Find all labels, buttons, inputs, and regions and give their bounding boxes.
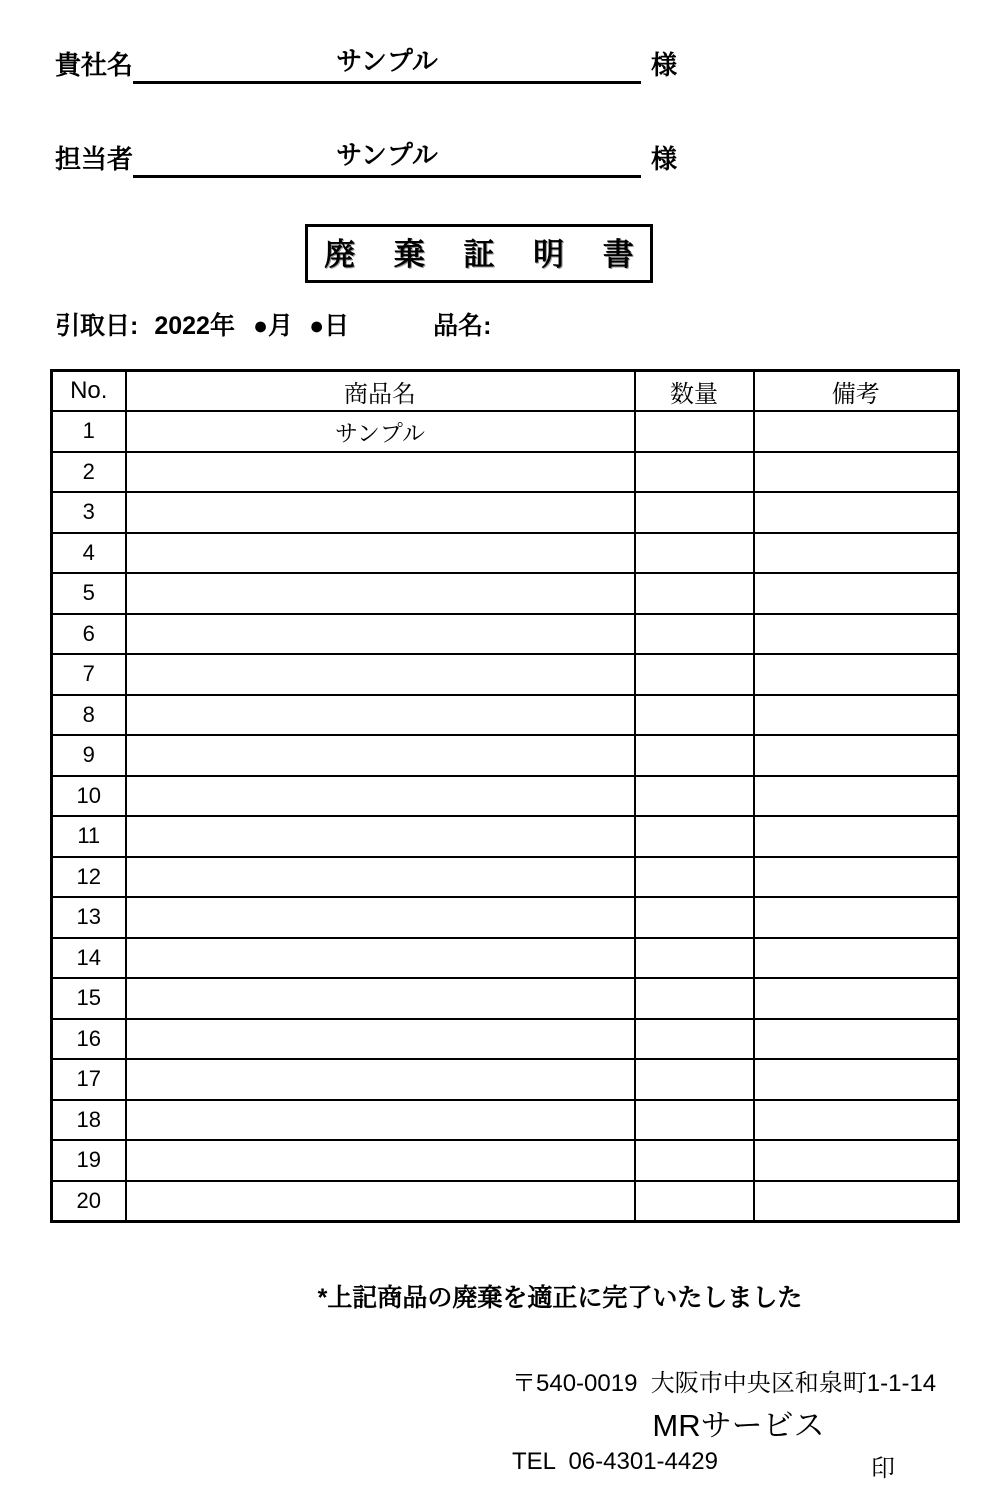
cell-note xyxy=(754,776,959,817)
issuer-tel: TEL 06-4301-4429 xyxy=(512,1447,718,1475)
table-row xyxy=(52,938,959,979)
cell-qty xyxy=(635,1181,754,1222)
cell-no: 17 xyxy=(52,1059,126,1100)
cell-qty xyxy=(635,533,754,574)
table-row xyxy=(52,533,959,574)
cell-qty xyxy=(635,1019,754,1060)
table-row xyxy=(52,492,959,533)
cell-note xyxy=(754,614,959,655)
cell-no: 6 xyxy=(52,614,126,655)
company-honorific: 様 xyxy=(650,50,677,80)
cell-qty xyxy=(635,857,754,898)
cell-note xyxy=(754,897,959,938)
cell-product xyxy=(126,573,635,614)
cell-product xyxy=(126,978,635,1019)
pickup-day: ●日 xyxy=(309,312,350,340)
cell-qty xyxy=(635,897,754,938)
table-row xyxy=(52,695,959,736)
cell-note xyxy=(754,735,959,776)
cell-no: 18 xyxy=(52,1100,126,1141)
cell-note xyxy=(754,654,959,695)
cell-product xyxy=(126,452,635,493)
cell-product xyxy=(126,492,635,533)
cell-product xyxy=(126,1019,635,1060)
issuer-address: 〒540-0019 大阪市中央区和泉町1-1-14 xyxy=(512,1369,937,1397)
cell-no: 7 xyxy=(52,654,126,695)
cell-no: 10 xyxy=(52,776,126,817)
pickup-date-label: 引取日: xyxy=(55,312,139,340)
cell-no: 8 xyxy=(52,695,126,736)
table-row xyxy=(52,776,959,817)
product-table xyxy=(50,369,960,1223)
cell-qty xyxy=(635,695,754,736)
cell-product xyxy=(126,614,635,655)
cell-note xyxy=(754,573,959,614)
cell-product xyxy=(126,735,635,776)
table-row xyxy=(52,735,959,776)
cell-no: 13 xyxy=(52,897,126,938)
cell-qty xyxy=(635,654,754,695)
cell-no: 20 xyxy=(52,1181,126,1222)
cell-product xyxy=(126,654,635,695)
cell-qty xyxy=(635,411,754,452)
cell-product xyxy=(126,897,635,938)
table-row xyxy=(52,573,959,614)
cell-note xyxy=(754,938,959,979)
cell-qty xyxy=(635,1059,754,1100)
table-row xyxy=(52,452,959,493)
cell-product: サンプル xyxy=(126,411,635,452)
cell-qty xyxy=(635,938,754,979)
table-row xyxy=(52,816,959,857)
cell-product xyxy=(126,695,635,736)
header-no: No. xyxy=(52,371,126,412)
cell-product xyxy=(126,533,635,574)
issuer-tel-line xyxy=(512,1448,965,1483)
cell-note xyxy=(754,978,959,1019)
cell-product xyxy=(126,938,635,979)
cell-note xyxy=(754,1019,959,1060)
header-product-name: 商品名 xyxy=(126,371,635,412)
cell-no: 5 xyxy=(52,573,126,614)
table-row xyxy=(52,978,959,1019)
cell-note xyxy=(754,411,959,452)
issuer-company-name: MRサービス xyxy=(652,1407,825,1443)
cell-no: 12 xyxy=(52,857,126,898)
cell-product xyxy=(126,816,635,857)
cell-no: 2 xyxy=(52,452,126,493)
table-header-row xyxy=(52,371,959,412)
cell-product xyxy=(126,776,635,817)
cell-qty xyxy=(635,452,754,493)
document-title: 廃 棄 証 明 書 xyxy=(305,224,652,283)
cell-qty xyxy=(635,1140,754,1181)
cell-note xyxy=(754,816,959,857)
cell-no: 11 xyxy=(52,816,126,857)
cell-no: 1 xyxy=(52,411,126,452)
header-remarks: 備考 xyxy=(754,371,959,412)
product-table-body xyxy=(52,411,959,1221)
contact-person-honorific: 様 xyxy=(650,144,677,174)
cell-qty xyxy=(635,978,754,1019)
cell-note xyxy=(754,695,959,736)
table-row xyxy=(52,1100,959,1141)
cell-no: 19 xyxy=(52,1140,126,1181)
cell-no: 15 xyxy=(52,978,126,1019)
table-row xyxy=(52,654,959,695)
table-row xyxy=(52,857,959,898)
pickup-date-line xyxy=(55,306,1000,342)
cell-no: 14 xyxy=(52,938,126,979)
issuer-block xyxy=(512,1363,965,1483)
cell-note xyxy=(754,1059,959,1100)
cell-qty xyxy=(635,735,754,776)
cell-product xyxy=(126,1181,635,1222)
table-row xyxy=(52,1019,959,1060)
cell-product xyxy=(126,1140,635,1181)
cell-no: 9 xyxy=(52,735,126,776)
cell-note xyxy=(754,492,959,533)
cell-qty xyxy=(635,492,754,533)
table-row xyxy=(52,411,959,452)
table-row xyxy=(52,614,959,655)
cell-note xyxy=(754,857,959,898)
pickup-year: 2022年 xyxy=(154,312,235,340)
company-name-line xyxy=(55,41,677,84)
cell-qty xyxy=(635,776,754,817)
contact-person-line xyxy=(55,135,677,178)
cell-note xyxy=(754,1100,959,1141)
company-name-field: サンプル xyxy=(133,41,641,84)
cell-note xyxy=(754,452,959,493)
recipient-block xyxy=(55,0,677,178)
cell-no: 3 xyxy=(52,492,126,533)
company-name-label: 貴社名 xyxy=(55,50,134,80)
contact-person-field: サンプル xyxy=(133,135,641,178)
cell-note xyxy=(754,1140,959,1181)
cell-no: 4 xyxy=(52,533,126,574)
cell-product xyxy=(126,857,635,898)
item-name-label: 品名: xyxy=(433,312,492,340)
completion-note: *上記商品の廃棄を適正に完了いたしました xyxy=(317,1283,803,1312)
cell-qty xyxy=(635,816,754,857)
cell-product xyxy=(126,1100,635,1141)
seal-mark: 印 xyxy=(871,1454,895,1482)
table-row xyxy=(52,1059,959,1100)
cell-note xyxy=(754,1181,959,1222)
cell-qty xyxy=(635,1100,754,1141)
cell-no: 16 xyxy=(52,1019,126,1060)
cell-product xyxy=(126,1059,635,1100)
header-quantity: 数量 xyxy=(635,371,754,412)
contact-person-label: 担当者 xyxy=(55,144,134,174)
title-wrap xyxy=(0,224,1000,283)
table-row xyxy=(52,897,959,938)
cell-qty xyxy=(635,573,754,614)
cell-qty xyxy=(635,614,754,655)
pickup-month: ●月 xyxy=(252,312,294,340)
table-row xyxy=(52,1181,959,1222)
table-row xyxy=(52,1140,959,1181)
cell-note xyxy=(754,533,959,574)
